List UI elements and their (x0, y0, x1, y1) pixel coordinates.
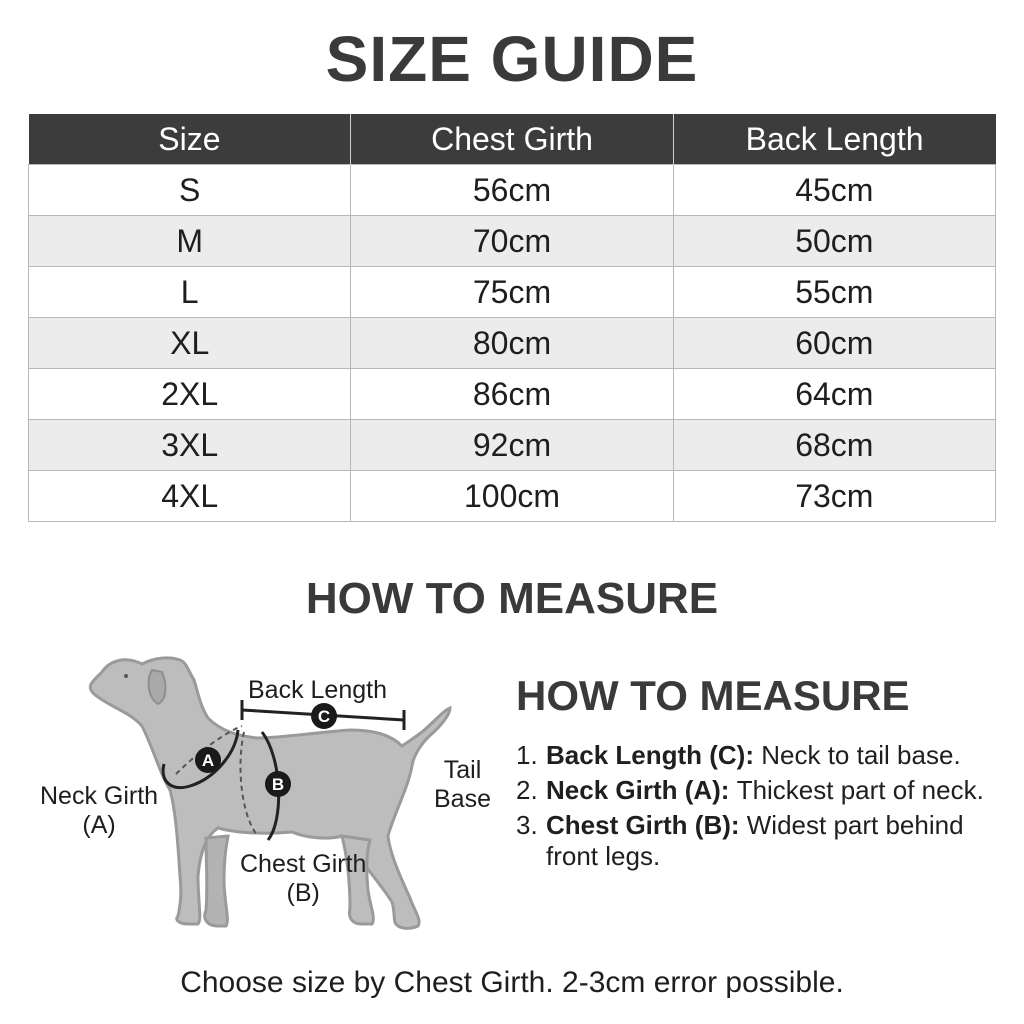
back-length-cell: 64cm (673, 369, 995, 420)
step-description: Neck to tail base. (761, 740, 961, 770)
back-length-cell: 55cm (673, 267, 995, 318)
step-number: 3. (516, 810, 538, 840)
chest-girth-line1: Chest Girth (240, 850, 367, 878)
measure-steps-list (516, 740, 1006, 876)
step-description: Widest part behind front legs. (546, 810, 964, 871)
back-length-cell: 68cm (673, 420, 995, 471)
step-term: Chest Girth (B): (546, 810, 747, 840)
step-number: 2. (516, 775, 538, 805)
chest-girth-cell: 92cm (351, 420, 673, 471)
table-row (29, 471, 996, 522)
how-to-measure-heading: HOW TO MEASURE (305, 574, 719, 623)
marker-a-label: A (201, 751, 215, 770)
column-header-back-length: Back Length (673, 114, 995, 165)
step-term: Neck Girth (A): (546, 775, 737, 805)
dog-measurement-diagram (30, 640, 510, 960)
chest-girth-line2: (B) (286, 879, 320, 907)
back-length-cell: 45cm (673, 165, 995, 216)
column-header-chest-girth: Chest Girth (351, 114, 673, 165)
neck-girth-line1: Neck Girth (40, 782, 159, 810)
size-cell: 2XL (29, 369, 351, 420)
tail-base-line1: Tail (443, 756, 482, 784)
neck-girth-line2: (A) (82, 811, 116, 839)
neck-girth-label (40, 782, 158, 840)
tail-base-label (434, 756, 491, 814)
list-item (516, 740, 1006, 771)
page-title: SIZE GUIDE (325, 23, 699, 95)
chest-girth-cell: 56cm (351, 165, 673, 216)
table-row (29, 267, 996, 318)
size-table (28, 114, 996, 522)
table-row (29, 369, 996, 420)
instructions-heading: HOW TO MEASURE (516, 672, 910, 719)
step-term: Back Length (C): (546, 740, 762, 770)
size-cell: L (29, 267, 351, 318)
back-length-cell: 50cm (673, 216, 995, 267)
chest-girth-cell: 86cm (351, 369, 673, 420)
back-length-cell: 60cm (673, 318, 995, 369)
step-number: 1. (516, 740, 538, 770)
chest-girth-cell: 80cm (351, 318, 673, 369)
size-cell: XL (29, 318, 351, 369)
list-item (516, 810, 1006, 872)
table-row (29, 318, 996, 369)
size-cell: S (29, 165, 351, 216)
table-row (29, 216, 996, 267)
table-row (29, 165, 996, 216)
column-header-size: Size (29, 114, 351, 165)
size-cell: 3XL (29, 420, 351, 471)
tail-base-line2: Base (434, 785, 491, 813)
back-length-cell: 73cm (673, 471, 995, 522)
marker-b-label: B (271, 775, 285, 794)
list-item (516, 775, 1006, 806)
chest-girth-cell: 100cm (351, 471, 673, 522)
footer-note: Choose size by Chest Girth. 2-3cm error possible. (180, 966, 844, 999)
size-cell: 4XL (29, 471, 351, 522)
chest-girth-label (240, 850, 366, 908)
table-header-row (29, 114, 996, 165)
table-row (29, 420, 996, 471)
back-length-label: Back Length (248, 676, 387, 704)
chest-girth-cell: 75cm (351, 267, 673, 318)
size-cell: M (29, 216, 351, 267)
marker-c-label: C (317, 707, 331, 726)
chest-girth-cell: 70cm (351, 216, 673, 267)
step-description: Thickest part of neck. (736, 775, 984, 805)
